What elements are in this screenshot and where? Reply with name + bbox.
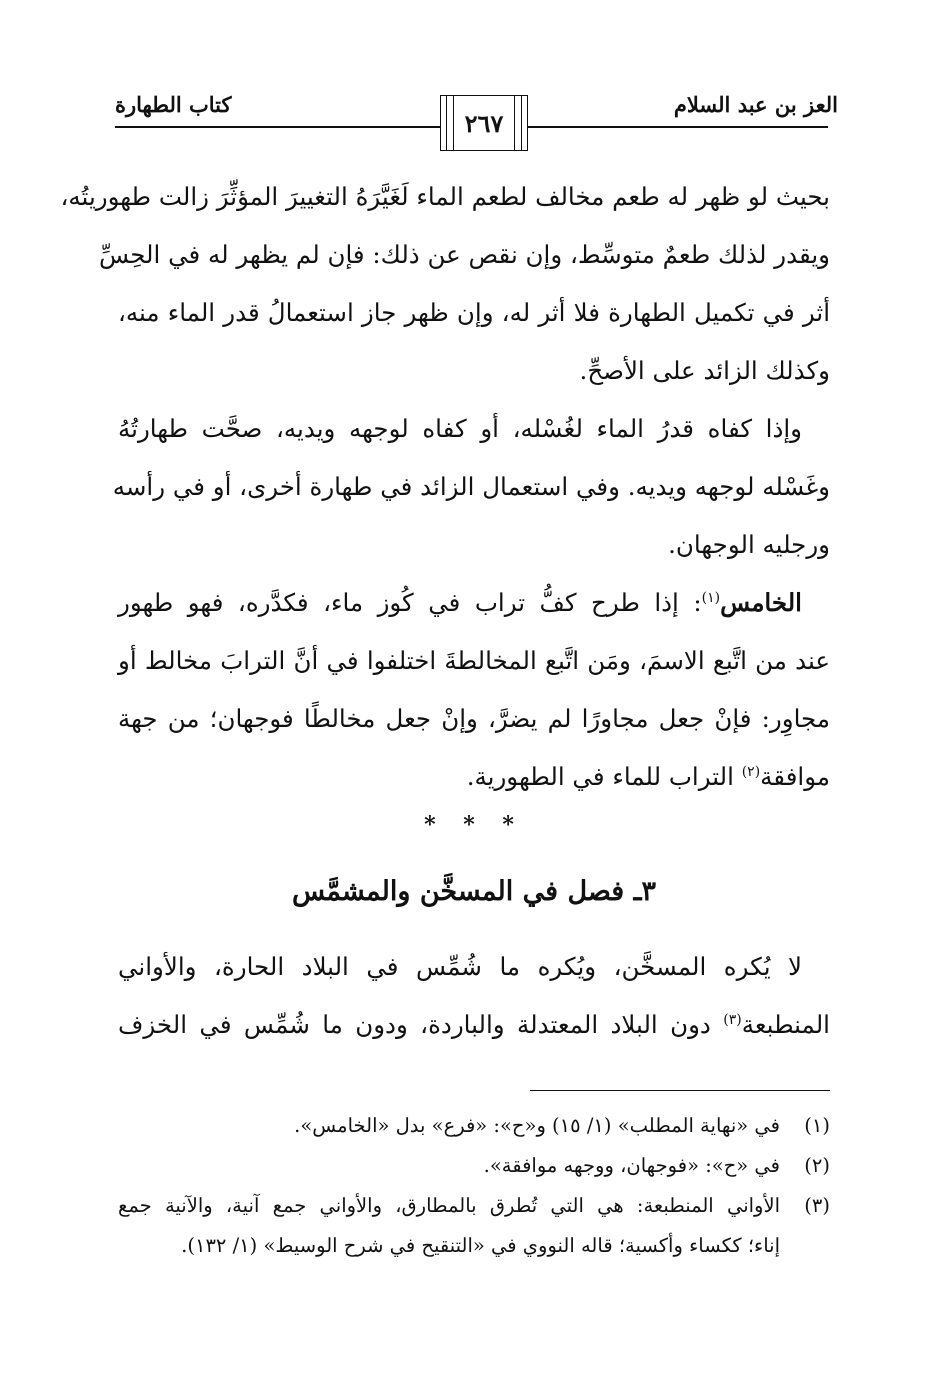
footnote-rule bbox=[530, 1090, 830, 1091]
page-number: ٢٦٧ bbox=[464, 108, 504, 138]
paragraph-2 bbox=[112, 400, 830, 574]
text-line: وغَسْله لوجهه ويديه. وفي استعمال الزائد في طهارة أخرى، أو في رأسه bbox=[112, 472, 830, 501]
footnote-ref-1[interactable]: (١) bbox=[701, 589, 721, 606]
section-heading: ٣ـ فصل في المسخَّن والمشمَّس bbox=[291, 876, 657, 907]
section-paragraph bbox=[118, 938, 830, 1054]
footnote-line: إناء؛ ككساء وأكسية؛ قاله النووي في «التنقيح في شرح الوسيط» (١/ ١٣٢). bbox=[181, 1234, 780, 1257]
footnote-line: في «ح»: «فوجهان، ووجهه موافقة». bbox=[483, 1154, 780, 1177]
footnote-text bbox=[118, 1106, 780, 1146]
text-line: عند من اتَّبع الاسمَ، ومَن اتَّبع المخالطةَ اختلفوا في أنَّ الترابَ مخالط أو bbox=[118, 646, 830, 675]
paragraph-1 bbox=[60, 168, 830, 400]
text-run: : إذا طرح كفُّ تراب في كُوز ماء، فكدَّره، فهو طهور bbox=[118, 588, 702, 617]
text-line: ويقدر لذلك طعمٌ متوسِّط، وإن نقص عن ذلك: فإن لم يظهر له في الحِسِّ bbox=[98, 240, 830, 269]
text-run: التراب للماء في الطهورية. bbox=[466, 762, 742, 791]
term-khamis: الخامس bbox=[720, 588, 802, 617]
text-line bbox=[118, 748, 830, 806]
footnote-text bbox=[118, 1146, 780, 1186]
paragraph-3 bbox=[118, 574, 830, 806]
footnote-line: في «نهاية المطلب» (١/ ١٥) و«ح»: «فرع» بدل «الخامس». bbox=[294, 1114, 780, 1137]
text-line: وكذلك الزائد على الأصحِّ. bbox=[579, 356, 830, 385]
text-run: المنطبعة bbox=[741, 1010, 830, 1039]
text-line: مجاوِر: فإنْ جعل مجاورًا لم يضرَّ، وإنْ جعل مخالطًا فوجهان؛ من جهة bbox=[118, 704, 830, 733]
running-header-book: كتاب الطهارة bbox=[115, 92, 232, 117]
footnote-marker: (٢) bbox=[804, 1154, 830, 1177]
footnote-1 bbox=[118, 1106, 830, 1146]
footnote-ref-3[interactable]: (٣) bbox=[723, 1011, 742, 1028]
text-line: أثر في تكميل الطهارة فلا أثر له، وإن ظهر جاز استعمالُ قدر الماء منه، bbox=[118, 298, 830, 327]
section-separator: * * * bbox=[424, 812, 524, 838]
footnote-2 bbox=[118, 1146, 830, 1186]
page-number-frame bbox=[440, 95, 528, 151]
footnote-marker: (٣) bbox=[804, 1194, 830, 1217]
text-line: بحيث لو ظهر له طعم مخالف لطعم الماء لَغَيَّرَهُ التغييرَ المؤثِّرَ زالت طهوريتُه، bbox=[60, 182, 830, 211]
footnote-marker: (١) bbox=[804, 1114, 830, 1137]
text-run: موافقة bbox=[760, 762, 830, 791]
footnote-3 bbox=[118, 1186, 830, 1266]
footnote-text bbox=[118, 1186, 780, 1266]
text-line bbox=[118, 574, 830, 632]
text-run: دون البلاد المعتدلة والباردة، ودون ما شُمِّس في الخزف bbox=[118, 1010, 724, 1039]
footnote-ref-2[interactable]: (٢) bbox=[741, 763, 761, 780]
text-line: ورجليه الوجهان. bbox=[668, 530, 830, 559]
footnotes bbox=[118, 1106, 830, 1266]
text-line: وإذا كفاه قدرُ الماء لغُسْله، أو كفاه لوجهه ويديه، صحَّت طهارتُهُ bbox=[118, 414, 802, 443]
text-line: لا يُكره المسخَّن، ويُكره ما شُمِّس في البلاد الحارة، والأواني bbox=[118, 952, 802, 981]
text-line bbox=[118, 996, 830, 1054]
footnote-line: الأواني المنطبعة: هي التي تُطرق بالمطارق، والأواني جمع آنية، والآنية جمع bbox=[118, 1194, 780, 1217]
running-header-author: العز بن عبد السلام bbox=[673, 92, 838, 117]
